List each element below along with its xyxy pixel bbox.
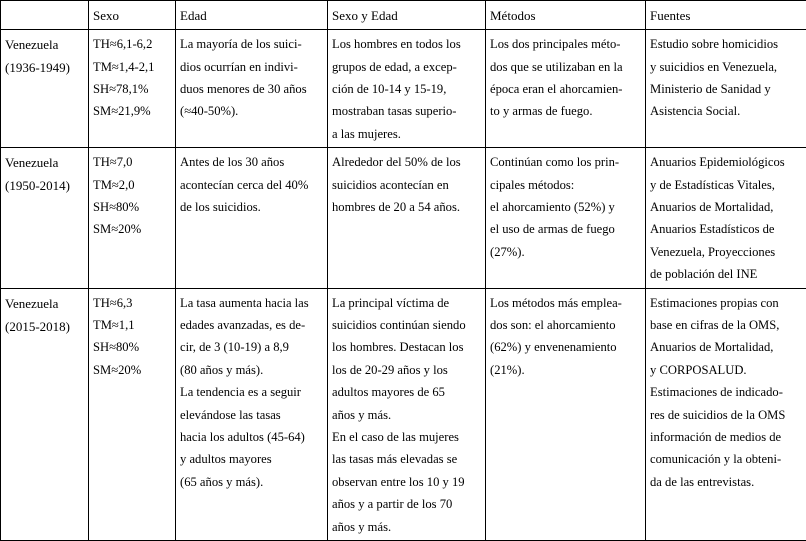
sexo-y-edad-line: Los hombres en todos los — [332, 33, 481, 55]
cell-sexo-y-edad — [328, 30, 486, 148]
edad-line: La tasa aumenta hacia las — [180, 292, 323, 314]
metodos-line: época eran el ahorcamien- — [490, 78, 641, 100]
header-row — [1, 1, 806, 30]
cell-edad — [176, 30, 328, 148]
metodos-line: el ahorcamiento (52%) y — [490, 196, 641, 218]
edad-line: (≈40-50%). — [180, 100, 323, 122]
fuentes-line: y CORPOSALUD. — [650, 359, 802, 381]
table-row — [1, 288, 806, 540]
sexo-y-edad-line: años y a partir de los 70 — [332, 493, 481, 515]
fuentes-line: Anuarios de Mortalidad, — [650, 336, 802, 358]
metodos-line: to y armas de fuego. — [490, 100, 641, 122]
row-label-period — [1, 30, 89, 148]
column-header-fuentes: Fuentes — [646, 1, 806, 30]
region-period: (2015-2018) — [5, 315, 84, 338]
region-name: Venezuela — [5, 151, 84, 174]
sexo-line: TH≈6,1-6,2 — [93, 33, 171, 55]
sexo-line: TH≈7,0 — [93, 151, 171, 173]
metodos-line: el uso de armas de fuego — [490, 218, 641, 240]
sexo-y-edad-line: suicidios continúan siendo — [332, 314, 481, 336]
cell-fuentes — [646, 148, 806, 288]
column-header-sexo: Sexo — [89, 1, 176, 30]
cell-fuentes — [646, 288, 806, 540]
edad-line: de los suicidios. — [180, 196, 323, 218]
region-period: (1950-2014) — [5, 174, 84, 197]
sexo-y-edad-line: suicidios acontecían en — [332, 174, 481, 196]
edad-line: edades avanzadas, es de- — [180, 314, 323, 336]
region-period: (1936-1949) — [5, 56, 84, 79]
fuentes-line: Anuarios Epidemiológicos — [650, 151, 802, 173]
metodos-line: dos son: el ahorcamiento — [490, 314, 641, 336]
cell-metodos — [486, 30, 646, 148]
sexo-y-edad-line: Alrededor del 50% de los — [332, 151, 481, 173]
table-body — [1, 30, 806, 541]
sexo-y-edad-line: los de 20-29 años y los — [332, 359, 481, 381]
sexo-y-edad-line: los hombres. Destacan los — [332, 336, 481, 358]
fuentes-line: Estimaciones de indicado- — [650, 381, 802, 403]
sexo-line: SH≈80% — [93, 336, 171, 358]
fuentes-line: Estudio sobre homicidios — [650, 33, 802, 55]
sexo-y-edad-line: a las mujeres. — [332, 123, 481, 145]
sexo-line: SM≈21,9% — [93, 100, 171, 122]
sexo-line: SM≈20% — [93, 218, 171, 240]
fuentes-line: Anuarios Estadísticos de — [650, 218, 802, 240]
metodos-line: Los dos principales méto- — [490, 33, 641, 55]
edad-line: y adultos mayores — [180, 448, 323, 470]
column-header-sexo-y-edad: Sexo y Edad — [328, 1, 486, 30]
sexo-line: TH≈6,3 — [93, 292, 171, 314]
metodos-line: cipales métodos: — [490, 174, 641, 196]
cell-edad — [176, 148, 328, 288]
fuentes-line: da de las entrevistas. — [650, 471, 802, 493]
table-row — [1, 30, 806, 148]
sexo-y-edad-line: adultos mayores de 65 — [332, 381, 481, 403]
fuentes-line: res de suicidios de la OMS — [650, 404, 802, 426]
fuentes-line: Anuarios de Mortalidad, — [650, 196, 802, 218]
row-label-period — [1, 288, 89, 540]
cell-sexo-y-edad — [328, 288, 486, 540]
cell-metodos — [486, 148, 646, 288]
sexo-line: TM≈1,4-2,1 — [93, 56, 171, 78]
cell-metodos — [486, 288, 646, 540]
fuentes-line: Estimaciones propias con — [650, 292, 802, 314]
sexo-y-edad-line: ción de 10-14 y 15-19, — [332, 78, 481, 100]
sexo-y-edad-line: años y más. — [332, 404, 481, 426]
edad-line: (80 años y más). — [180, 359, 323, 381]
sexo-line: SH≈80% — [93, 196, 171, 218]
row-label-period — [1, 148, 89, 288]
sexo-y-edad-line: años y más. — [332, 516, 481, 538]
sexo-y-edad-line: mostraban tasas superio- — [332, 100, 481, 122]
metodos-line: (21%). — [490, 359, 641, 381]
fuentes-line: Venezuela, Proyecciones — [650, 241, 802, 263]
fuentes-line: y suicidios en Venezuela, — [650, 56, 802, 78]
sexo-y-edad-line: La principal víctima de — [332, 292, 481, 314]
edad-line: elevándose las tasas — [180, 404, 323, 426]
region-name: Venezuela — [5, 292, 84, 315]
fuentes-line: base en cifras de la OMS, — [650, 314, 802, 336]
sexo-line: SM≈20% — [93, 359, 171, 381]
cell-edad — [176, 288, 328, 540]
cell-sexo — [89, 148, 176, 288]
edad-line: La tendencia es a seguir — [180, 381, 323, 403]
column-header-edad: Edad — [176, 1, 328, 30]
edad-line: Antes de los 30 años — [180, 151, 323, 173]
region-name: Venezuela — [5, 33, 84, 56]
metodos-line: Los métodos más emplea- — [490, 292, 641, 314]
edad-line: La mayoría de los suici- — [180, 33, 323, 55]
edad-line: hacia los adultos (45-64) — [180, 426, 323, 448]
metodos-line: dos que se utilizaban en la — [490, 56, 641, 78]
sexo-y-edad-line: observan entre los 10 y 19 — [332, 471, 481, 493]
edad-line: dios ocurrían en indivi- — [180, 56, 323, 78]
table-row — [1, 148, 806, 288]
metodos-line: (27%). — [490, 241, 641, 263]
metodos-line: (62%) y envenenamiento — [490, 336, 641, 358]
cell-sexo — [89, 288, 176, 540]
fuentes-line: comunicación y la obteni- — [650, 448, 802, 470]
header-corner-blank — [1, 1, 89, 30]
sexo-y-edad-line: En el caso de las mujeres — [332, 426, 481, 448]
sexo-y-edad-line: grupos de edad, a excep- — [332, 56, 481, 78]
sexo-line: TM≈1,1 — [93, 314, 171, 336]
cell-fuentes — [646, 30, 806, 148]
fuentes-line: Ministerio de Sanidad y — [650, 78, 802, 100]
sexo-y-edad-line: hombres de 20 a 54 años. — [332, 196, 481, 218]
column-header-metodos: Métodos — [486, 1, 646, 30]
sexo-line: TM≈2,0 — [93, 174, 171, 196]
edad-line: duos menores de 30 años — [180, 78, 323, 100]
edad-line: (65 años y más). — [180, 471, 323, 493]
cell-sexo — [89, 30, 176, 148]
edad-line: cir, de 3 (10-19) a 8,9 — [180, 336, 323, 358]
fuentes-line: y de Estadísticas Vitales, — [650, 174, 802, 196]
fuentes-line: Asistencia Social. — [650, 100, 802, 122]
cell-sexo-y-edad — [328, 148, 486, 288]
fuentes-line: de población del INE — [650, 263, 802, 285]
sexo-y-edad-line: las tasas más elevadas se — [332, 448, 481, 470]
metodos-line: Continúan como los prin- — [490, 151, 641, 173]
edad-line: acontecían cerca del 40% — [180, 174, 323, 196]
table-header — [1, 1, 806, 30]
sexo-line: SH≈78,1% — [93, 78, 171, 100]
fuentes-line: información de medios de — [650, 426, 802, 448]
